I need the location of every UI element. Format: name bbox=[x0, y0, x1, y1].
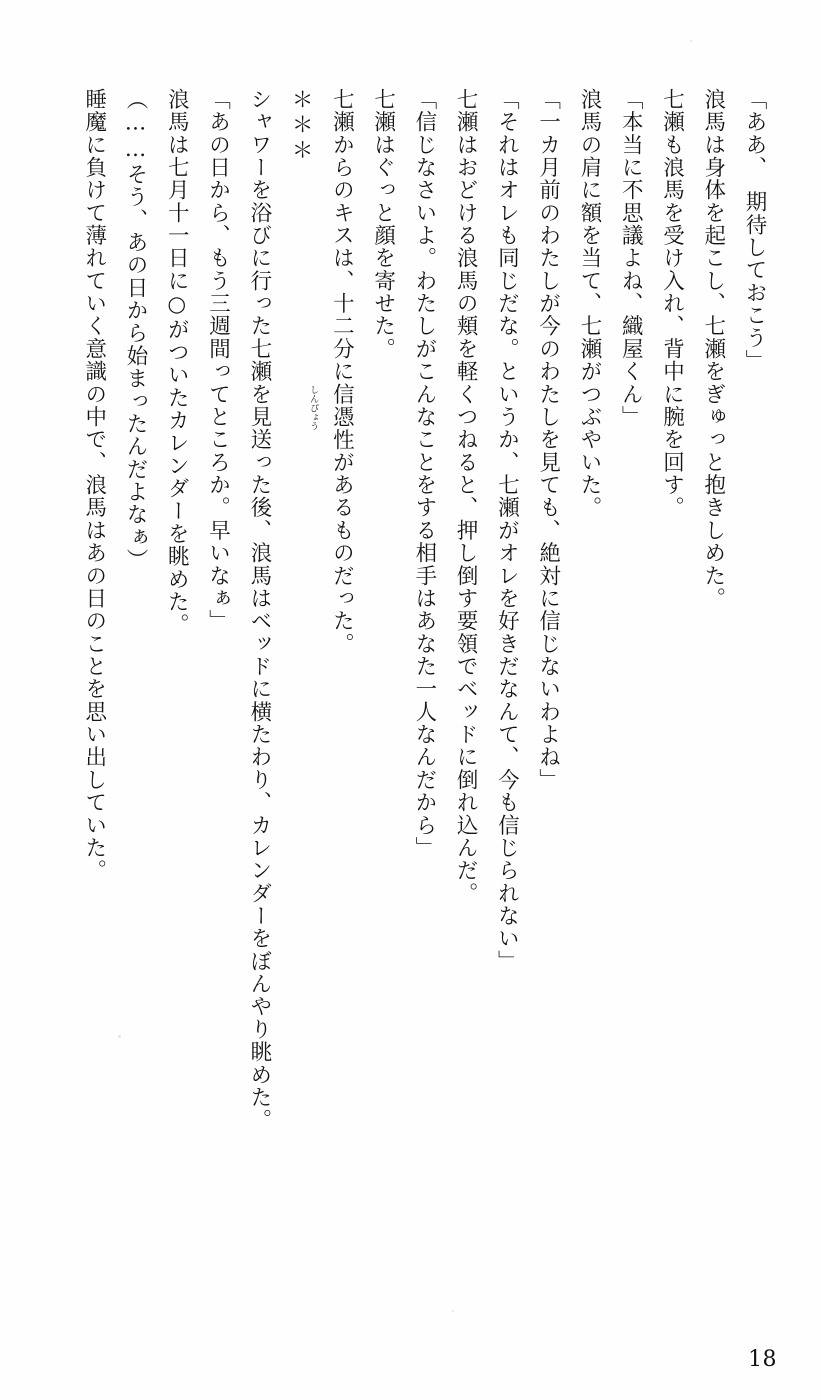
paragraph-8: 七瀬はおどける浪馬の頬を軽くつねると、押し倒す要領でベッドに倒れ込んだ。 bbox=[453, 88, 479, 905]
paper-speck bbox=[690, 40, 692, 42]
paragraph-17: 睡魔に負けて薄れていく意識の中で、浪馬はあの日のことを思い出していた。 bbox=[81, 88, 107, 882]
paragraph-7: 「それはオレも同じだな。というか、七瀬がオレを好きだなんて、今も信じられない」 bbox=[494, 88, 520, 973]
paragraph-4: 「本当に不思議よね、織屋くん」 bbox=[618, 88, 644, 429]
paragraph-15: 浪馬は七月十一日に○がついたカレンダーを眺めた。 bbox=[164, 88, 190, 636]
paragraph-13: シャワーを浴びに行った七瀬を見送った後、浪馬はベッドに横たわり、カレンダーをぼんやり眺めた。 bbox=[246, 88, 272, 1132]
paper-speck bbox=[452, 1310, 454, 1312]
page-number: 18 bbox=[748, 1347, 777, 1372]
paragraph-1: 「ああ、 期待しておこう」 bbox=[742, 88, 767, 373]
ruby-reading: しんぴょう bbox=[308, 384, 319, 431]
paragraph-6: 「一カ月前のわたしが今のわたしを見ても、絶対に信じないわよね」 bbox=[535, 88, 561, 792]
paragraph-11-post: があるものだった。 bbox=[329, 450, 355, 656]
ruby-base: 信憑性 bbox=[329, 382, 355, 451]
paragraph-5: 浪馬の肩に額を当て、七瀬がつぶやいた。 bbox=[576, 88, 602, 519]
paper-speck bbox=[118, 1035, 121, 1038]
paragraph-9: 「信じなさいよ。わたしがこんなことをする相手はあなた一人なんだから」 bbox=[411, 88, 437, 860]
paragraph-14: 「あの日から、もう三週間ってところか。早いなぁ」 bbox=[205, 88, 231, 633]
paragraph-16: （……そう、あの日から始まったんだよなぁ） bbox=[123, 88, 149, 572]
scene-separator: ＊＊＊ bbox=[288, 88, 314, 165]
paragraph-11-pre: 七瀬からのキスは、十二分に bbox=[329, 88, 355, 383]
paragraph-10: 七瀬はぐっと顔を寄せた。 bbox=[370, 88, 396, 361]
novel-body-text bbox=[75, 88, 775, 1278]
paragraph-3: 七瀬も浪馬を受け入れ、背中に腕を回す。 bbox=[659, 88, 685, 519]
ruby-shinpyousei bbox=[308, 382, 362, 451]
paragraph-2: 浪馬は身体を起こし、七瀬をぎゅっと抱きしめた。 bbox=[700, 88, 726, 610]
paragraph-11 bbox=[308, 88, 362, 1278]
